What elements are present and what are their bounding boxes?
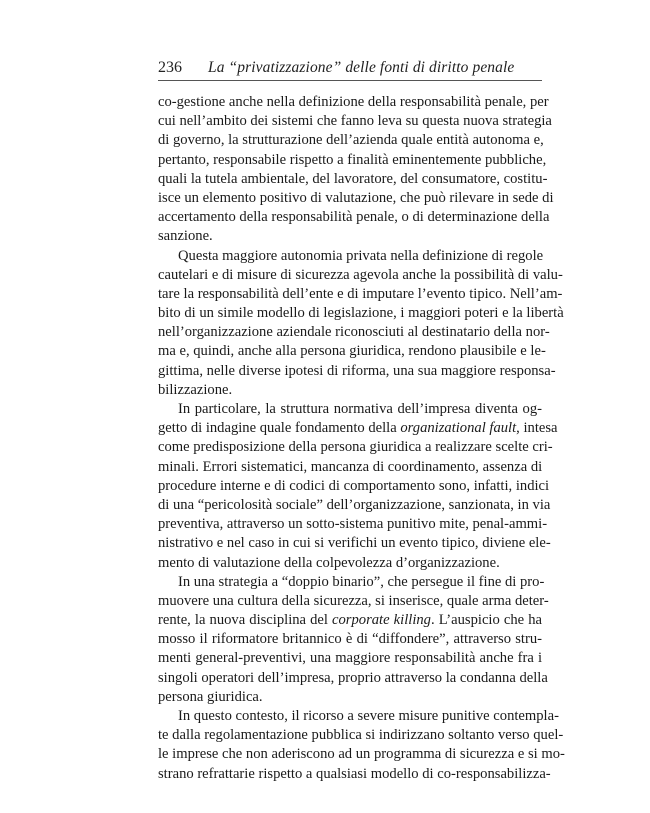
text-line: co-gestione anche nella definizione della responsabilità penale, per bbox=[158, 94, 549, 110]
paragraph bbox=[158, 707, 565, 784]
text-line: isce un elemento positivo di valutazione, che può rilevare in sede di bbox=[158, 189, 554, 206]
text-line: In particolare, la struttura normativa dell’impresa diventa og- bbox=[178, 401, 542, 417]
italic-term: corporate killing bbox=[332, 612, 431, 629]
text-line: quali la tutela ambientale, del lavoratore, del consumatore, costitu- bbox=[158, 170, 548, 187]
text-line: In questo contesto, il ricorso a severe misure punitive contempla- bbox=[178, 708, 559, 724]
text-line: strano refrattarie rispetto a qualsiasi modello di co-responsabilizza- bbox=[158, 765, 551, 782]
paragraph bbox=[158, 247, 564, 401]
text-line: bito di un simile modello di legislazione, i maggiori poteri e la libertà bbox=[158, 305, 564, 322]
running-title: La “privatizzazione” delle fonti di diritto penale bbox=[208, 59, 515, 76]
text-line: minali. Errori sistematici, mancanza di coordinamento, assenza di bbox=[158, 458, 543, 475]
text-line: ma e, quindi, anche alla persona giuridica, rendono plausibile e le- bbox=[158, 343, 546, 360]
text-line: sanzione. bbox=[158, 228, 213, 245]
text-line: gittima, nelle diverse ipotesi di riforma, una sua maggiore responsa- bbox=[158, 362, 556, 379]
running-header bbox=[158, 58, 542, 81]
text-line: cui nell’ambito dei sistemi che fanno leva su questa nuova strategia bbox=[158, 113, 552, 130]
text-line: cautelari e di misure di sicurezza agevola anche la possibilità di valu- bbox=[158, 266, 563, 283]
text-line: nell’organizzazione aziendale riconosciuti al destinatario della nor- bbox=[158, 324, 550, 341]
text-line: Questa maggiore autonomia privata nella definizione di regole bbox=[178, 247, 544, 264]
paragraph bbox=[158, 400, 558, 573]
text-line: tare la responsabilità dell’ente e di imputare l’evento tipico. Nell’am- bbox=[158, 285, 563, 302]
text-line: singoli operatori dell’impresa, proprio attraverso la condanna della bbox=[158, 669, 548, 686]
text-line: mento di valutazione della colpevolezza d’organizzazione. bbox=[158, 554, 500, 571]
text-line: nistrativo e nel caso in cui si verifichi un evento tipico, diviene ele- bbox=[158, 535, 551, 552]
text-line: muovere una cultura della sicurezza, si inserisce, quale arma deter- bbox=[158, 592, 549, 609]
text-line: getto di indagine quale fondamento della organizational fault, intesa bbox=[158, 420, 558, 437]
page-number: 236 bbox=[158, 59, 182, 76]
italic-term: organizational fault bbox=[400, 420, 517, 437]
text-line: di una “pericolosità sociale” dell’organizzazione, sanzionata, in via bbox=[158, 496, 551, 513]
paragraph bbox=[158, 93, 554, 247]
body-text bbox=[158, 93, 565, 784]
text-line: mosso il riformatore britannico è di “diffondere”, attraverso stru- bbox=[158, 631, 542, 648]
paragraph bbox=[158, 573, 549, 707]
text-line: come predisposizione della persona giuridica a realizzare scelte cri- bbox=[158, 439, 553, 456]
text-line: procedure interne e di codici di comportamento sono, infatti, indici bbox=[158, 477, 550, 494]
text-line: te dalla regolamentazione pubblica si indirizzano soltanto verso quel- bbox=[158, 727, 564, 744]
text-line: pertanto, responsabile rispetto a finalità eminentemente pubbliche, bbox=[158, 151, 547, 168]
text-line: bilizzazione. bbox=[158, 381, 233, 398]
text-line: persona giuridica. bbox=[158, 688, 263, 705]
text-line: le imprese che non aderiscono ad un programma di sicurezza e si mo- bbox=[158, 746, 565, 763]
text-line: accertamento della responsabilità penale, o di determinazione della bbox=[158, 209, 550, 226]
text-line: di governo, la strutturazione dell’azienda quale entità autonoma e, bbox=[158, 132, 544, 149]
text-line: rente, la nuova disciplina del corporate killing. L’auspicio che ha bbox=[158, 612, 542, 629]
text-line: In una strategia a “doppio binario”, che persegue il fine di pro- bbox=[178, 573, 545, 590]
text-line: preventiva, attraverso un sotto-sistema punitivo mite, penal-ammi- bbox=[158, 516, 548, 533]
text-line: menti general-preventivi, una maggiore responsabilità anche fra i bbox=[158, 650, 542, 667]
